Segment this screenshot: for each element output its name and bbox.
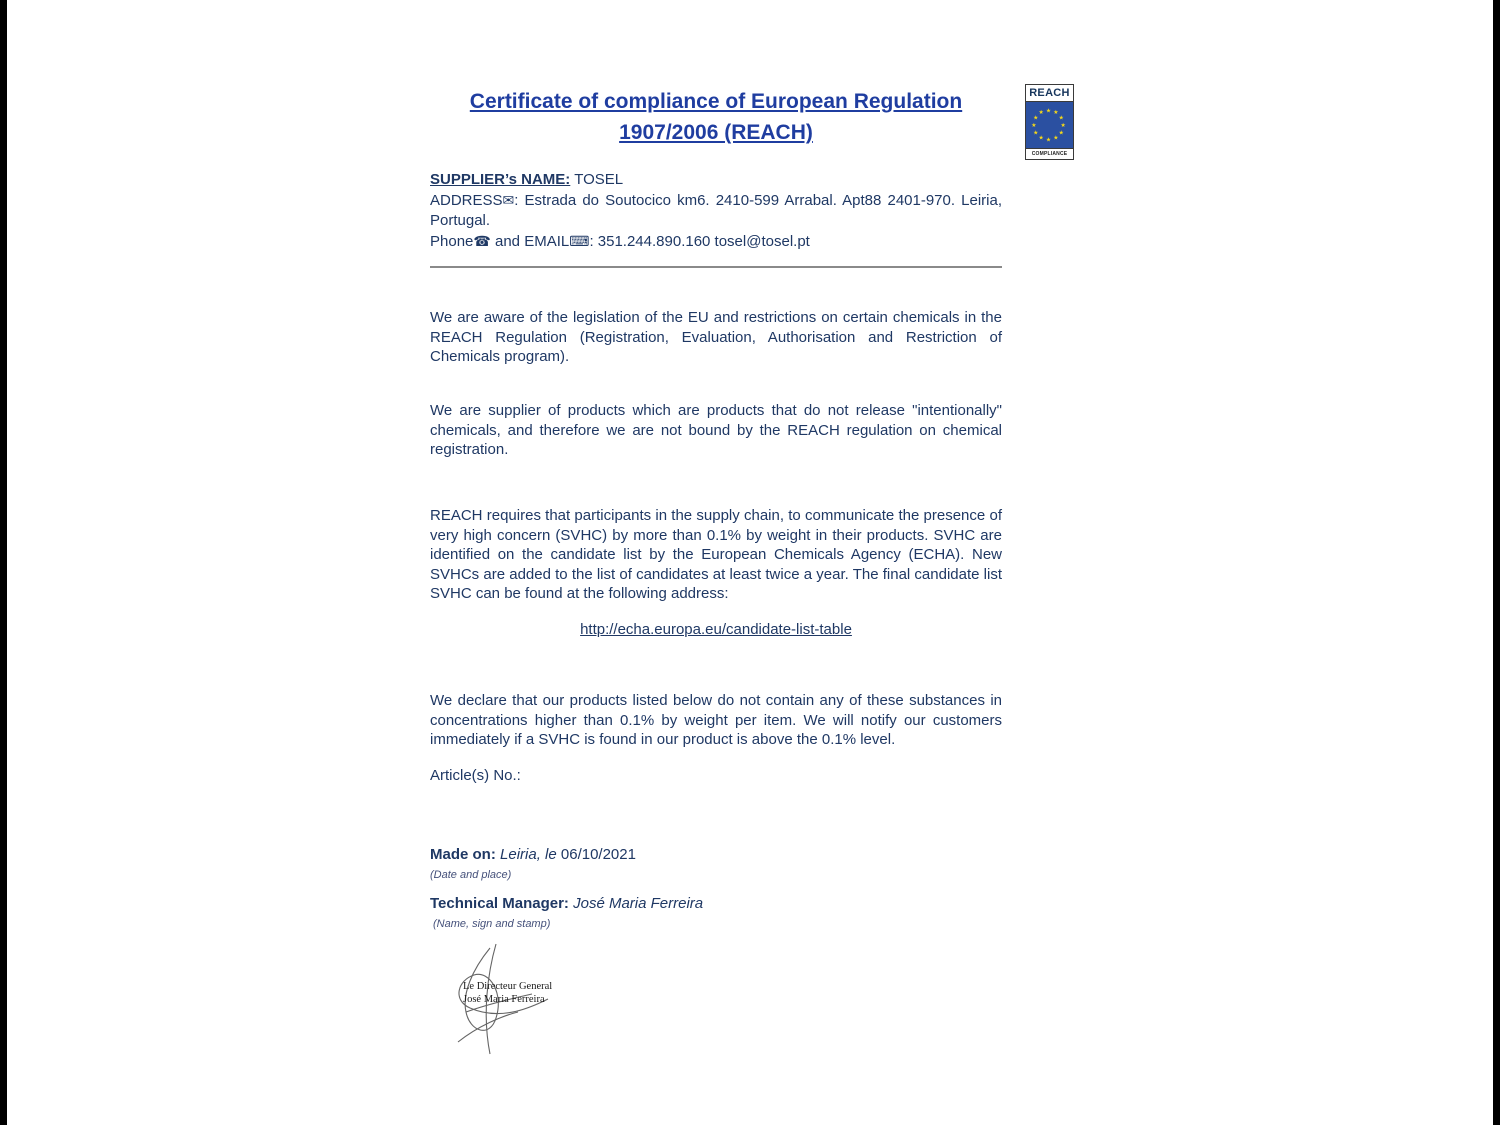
address-value: : Estrada do Soutocico km6. 2410-599 Arrabal. Apt88 2401-970. Leiria, Portugal. xyxy=(430,192,1002,229)
made-on-date: 06/10/2021 xyxy=(560,846,636,863)
svg-text:★: ★ xyxy=(1045,137,1052,144)
eu-stars-icon xyxy=(1026,102,1073,148)
article-number-label: Article(s) No.: xyxy=(430,767,521,784)
scan-edge-right xyxy=(1493,0,1500,1125)
svg-text:★: ★ xyxy=(1058,115,1064,122)
phone-label: Phone xyxy=(430,233,474,250)
paragraph-reach-requirements: REACH requires that participants in the supply chain, to communicate the presence of very high concern (SVHC) by more than 0.1% by weight in their products. SVHC are identified on the candidate list by the European Chemicals Agency (ECHA). New SVHCs are added to the list of candidates at least twice a year. The final candidate list SVHC can be found at the following address: xyxy=(430,507,1002,603)
svg-text:★: ★ xyxy=(1058,130,1064,137)
signature-stamp-line1: Le Directeur General xyxy=(463,981,553,992)
phone-icon: ☎ xyxy=(473,233,491,249)
contact-value: : 351.244.890.160 tosel@tosel.pt xyxy=(589,233,810,250)
separator-line xyxy=(430,266,1002,268)
address-label: ADDRESS xyxy=(430,192,503,209)
signature-stamp-text xyxy=(463,980,552,1006)
candidate-list-link-row xyxy=(430,621,1002,638)
signature-stamp-line2: José Maria Ferreira xyxy=(463,994,545,1005)
svg-text:★: ★ xyxy=(1038,135,1044,142)
supplier-block xyxy=(430,170,1002,252)
date-place-note: (Date and place) xyxy=(430,869,512,881)
made-on-label: Made on: xyxy=(430,846,496,863)
candidate-list-link[interactable]: http://echa.europa.eu/candidate-list-table xyxy=(580,621,852,638)
svg-text:★: ★ xyxy=(1038,110,1044,117)
page-title xyxy=(430,86,1002,148)
made-on-block xyxy=(430,845,1002,885)
envelope-icon: ✉ xyxy=(502,192,515,208)
svg-text:★: ★ xyxy=(1053,110,1059,117)
and-email-label: and EMAIL xyxy=(490,233,570,250)
title-line2: 1907/2006 (REACH) xyxy=(619,121,813,144)
made-on-place: Leiria, le xyxy=(495,846,561,863)
signature-area xyxy=(430,942,580,1057)
computer-icon: ⌨ xyxy=(569,233,590,249)
svg-text:★: ★ xyxy=(1060,122,1066,129)
supplier-name-value: TOSEL xyxy=(570,171,624,188)
name-sign-stamp-note: (Name, sign and stamp) xyxy=(433,918,551,930)
technical-manager-label: Technical Manager: xyxy=(430,895,569,912)
paragraph-awareness: We are aware of the legislation of the EU and restrictions on certain chemicals in the REACH Regulation (Registration, Evaluation, Authorisation and Restriction of Chemicals program). xyxy=(430,309,1002,366)
technical-manager-name: José Maria Ferreira xyxy=(568,895,704,912)
reach-logo-text: REACH xyxy=(1026,85,1073,102)
technical-manager-block xyxy=(430,894,1002,934)
supplier-name-label: SUPPLIER’s NAME: xyxy=(430,171,571,188)
compliance-logo-text: COMPLIANCE xyxy=(1026,148,1073,159)
svg-text:★: ★ xyxy=(1045,108,1052,115)
scan-edge-left xyxy=(0,0,7,1125)
svg-text:★: ★ xyxy=(1031,122,1037,129)
svg-text:★: ★ xyxy=(1033,130,1039,137)
paragraph-declaration: We declare that our products listed below do not contain any of these substances in concentrations higher than 0.1% by weight per item. We will notify our customers immediately if a SVHC is found in our product is above the 0.1% level. xyxy=(430,692,1002,749)
title-line1: Certificate of compliance of European Regulation xyxy=(469,90,963,113)
paragraph-supplier-statement: We are supplier of products which are products that do not release "intentionally" chemicals, and therefore we are not bound by the REACH regulation on chemical registration. xyxy=(430,402,1002,459)
reach-compliance-logo xyxy=(1025,84,1074,160)
svg-text:★: ★ xyxy=(1033,115,1039,122)
svg-text:★: ★ xyxy=(1053,135,1059,142)
